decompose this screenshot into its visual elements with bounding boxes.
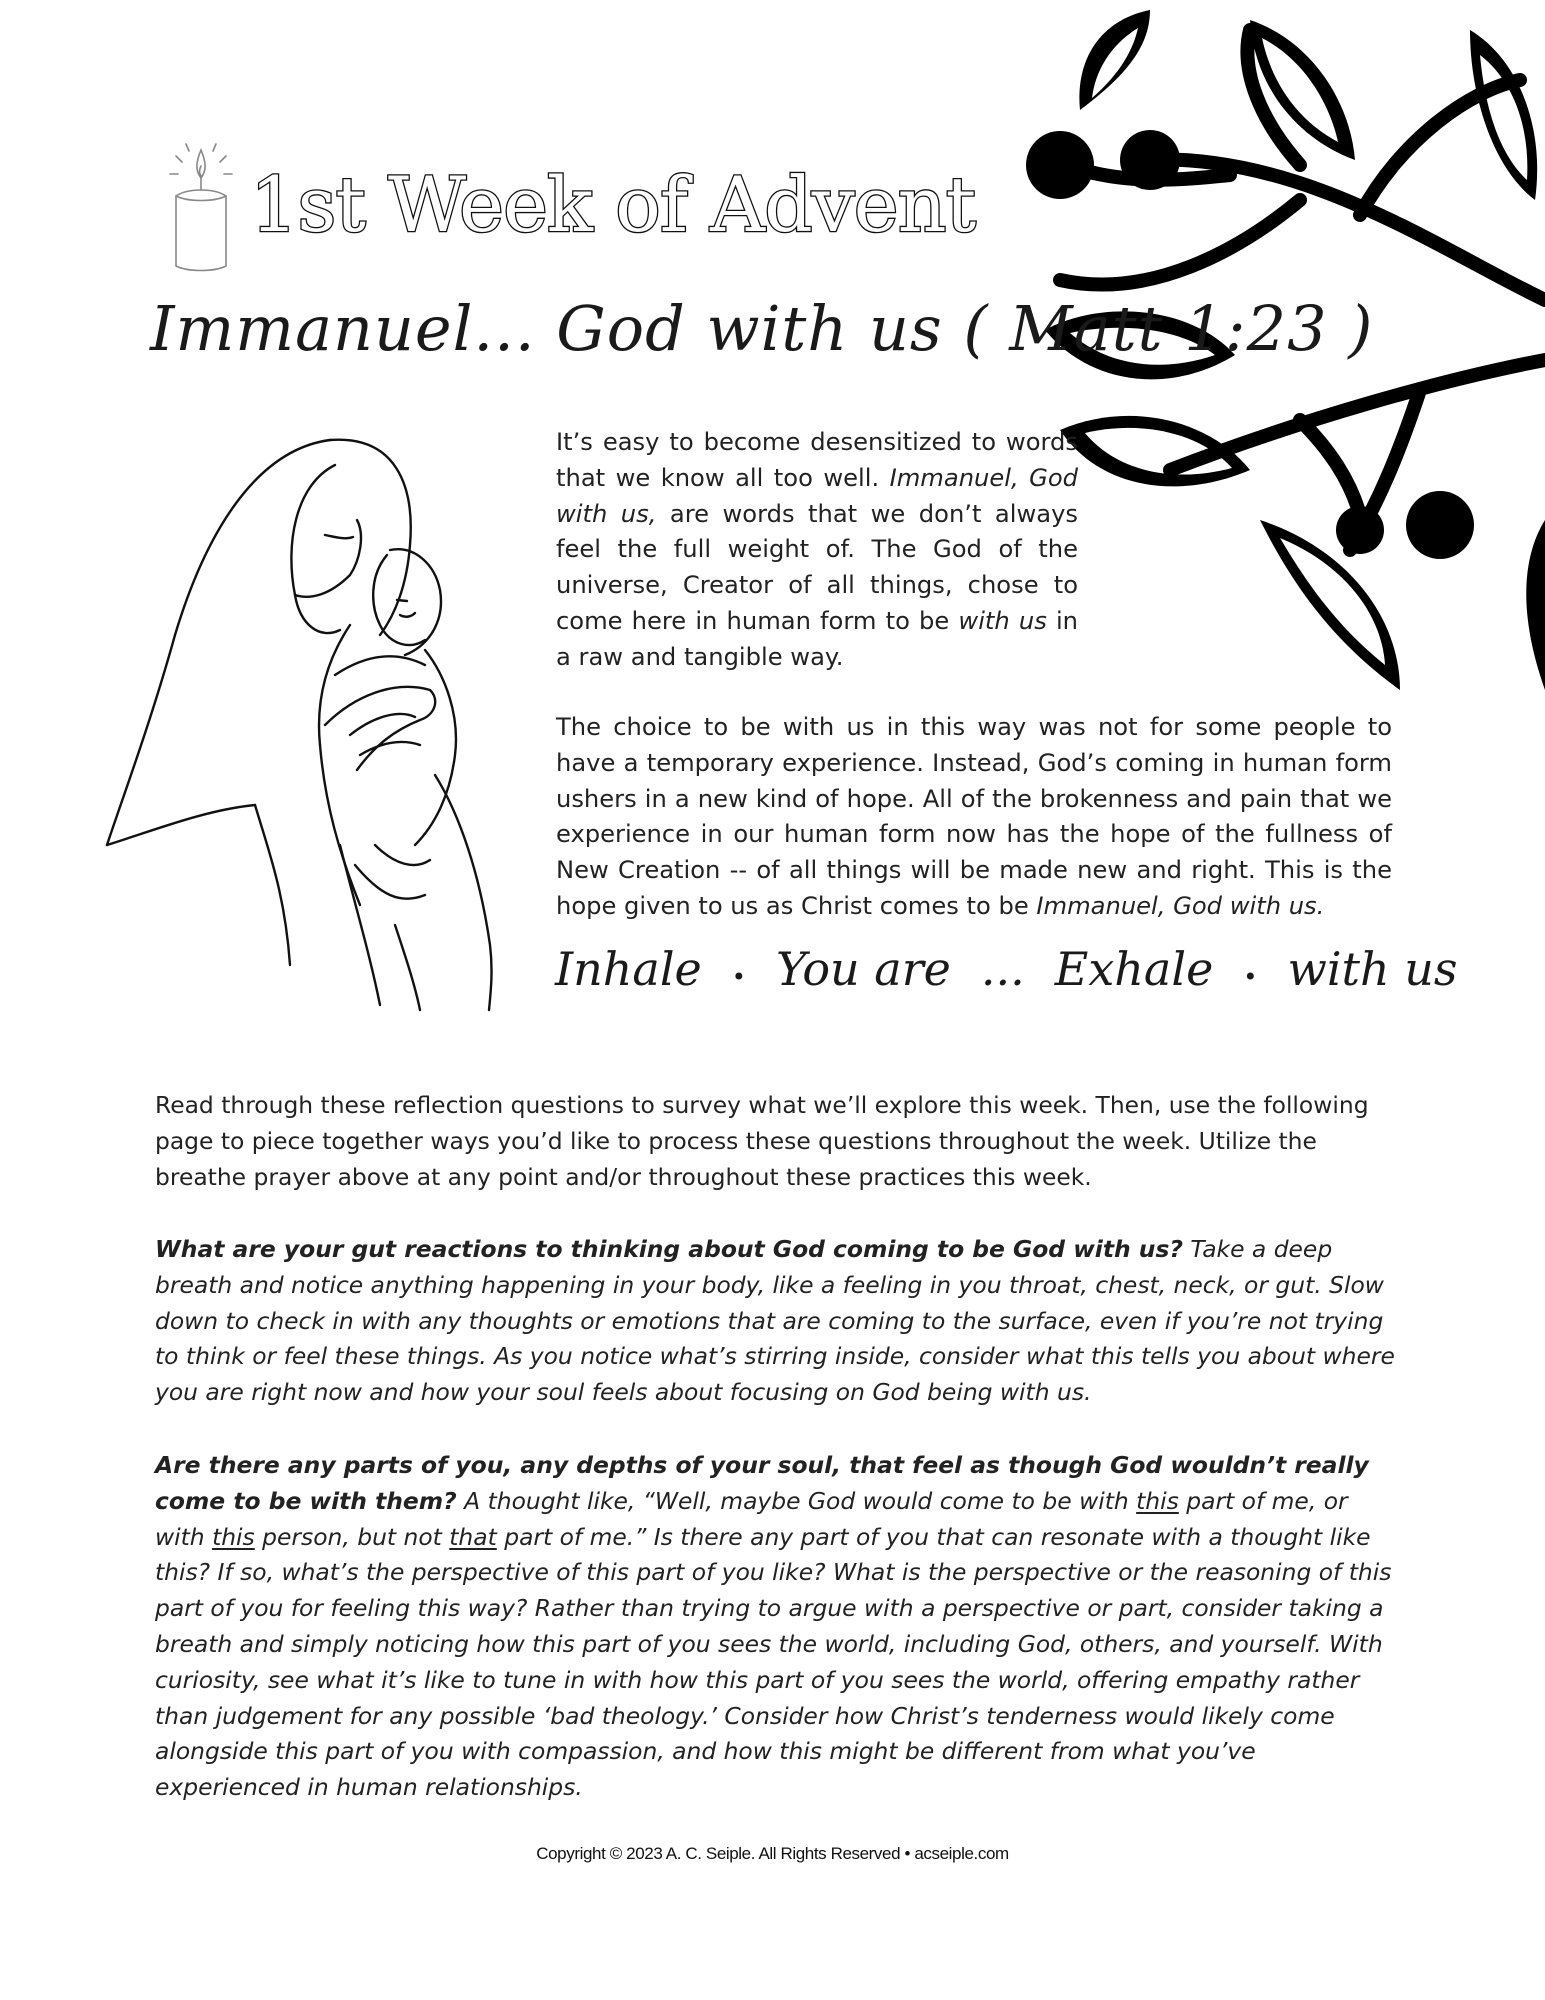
candle-icon	[168, 138, 234, 274]
website-link[interactable]: acseiple.com	[914, 1844, 1009, 1863]
prayer-ellipsis: ...	[980, 942, 1025, 996]
question-heading: Are there any parts of you, any depths of your soul, that feel as though God wouldn’t really come to be with them?	[155, 1451, 1369, 1515]
question-heading: What are your gut reactions to thinking about God coming to be God with us?	[155, 1235, 1183, 1263]
berry	[1406, 491, 1474, 559]
intro-paragraph-1: It’s easy to become desensitized to words that we know all too well. Immanuel, God with us, are words that we don’t always feel the full weight of. The God of the universe, Creator of all things, chose to come here in human form to be with us in a raw and tangible way.	[556, 428, 1079, 671]
prayer-separator: •	[1243, 963, 1258, 991]
page-title: 1st Week of Advent	[250, 160, 976, 249]
berry	[1026, 131, 1094, 199]
prayer-exhale: Exhale	[1054, 942, 1214, 996]
prayer-separator: •	[731, 963, 746, 991]
mary-and-child-illustration	[95, 425, 525, 1015]
berry	[1120, 130, 1180, 190]
intro-paragraph-2: The choice to be with us in this way was not for some people to have a temporary experience. Instead, God’s coming in human form ushers in a new kind of hope. All of the brokenness and pain that we experience in our human form now has the hope of the fullness of New Creation -- of all things will be made new and right. This is the hope given to us as Christ comes to be Immanuel, God with us.	[556, 713, 1392, 920]
scripture-subtitle: Immanuel... God with us ( Matt 1:23 )	[150, 292, 1374, 365]
prayer-with-us: with us	[1287, 942, 1458, 996]
prayer-you-are: You are	[775, 942, 951, 996]
reflection-intro: Read through these reflection questions to survey what we’ll explore this week. Then, use the following page to piece together ways you’d like to process these questions throughout the week. Utilize the breathe prayer above at any point and/or throughout these practices this week.	[155, 1091, 1369, 1191]
reflection-question-1: What are your gut reactions to thinking about God coming to be God with us? Take a deep breath and notice anything happening in your body, like a feeling in you throat, chest, neck, or gut. Slow down to check in with any thoughts or emotions that are coming to the surface, even if you’re not trying to think or feel these things. As you notice what’s stirring inside, consider what this tells you about where you are right now and how your soul feels about focusing on God being with us.	[155, 1235, 1395, 1407]
reflection-question-2: Are there any parts of you, any depths of your soul, that feel as though God wouldn’t really come to be with them? A thought like, “Well, maybe God would come to be with this part of me, or with this person, but not that part of me.” Is there any part of you that can resonate with a thought like this? If so, what’s the perspective of this part of you like? What is the perspective or the reasoning of this part of you for feeling this way? Rather than trying to argue with a perspective or part, consider taking a breath and simply noticing how this part of you sees the world, including God, others, and yourself. With curiosity, see what it’s like to tune in with how this part of you sees the world, offering empathy rather than judgement for any possible ‘bad theology.’ Consider how Christ’s tenderness would likely come alongside this part of you with compassion, and how this might be different from what you’ve experienced in human relationships.	[155, 1451, 1392, 1802]
leaf	[1526, 520, 1545, 690]
prayer-inhale: Inhale	[555, 942, 702, 996]
breath-prayer	[555, 942, 1458, 996]
copyright-footer: Copyright © 2023 A. C. Seiple. All Rights Reserved • acseiple.com	[536, 1844, 1009, 1863]
berry	[1336, 506, 1384, 554]
